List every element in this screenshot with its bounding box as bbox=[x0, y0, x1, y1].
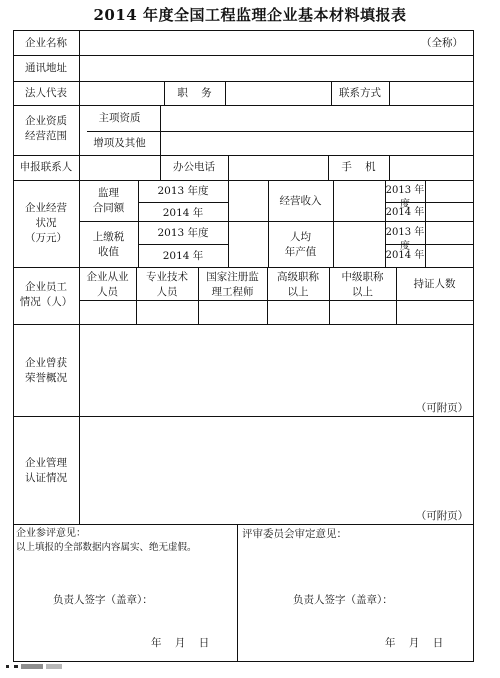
qualification-label: 企业资质 经营范围 bbox=[25, 115, 67, 142]
tax-2013-label: 2013 年度 bbox=[157, 227, 209, 239]
extra-qualification-field[interactable] bbox=[161, 132, 473, 155]
position-field[interactable] bbox=[226, 82, 331, 105]
per-capita-2013-label: 2013 年度 bbox=[385, 227, 425, 252]
per-capita-2013-field[interactable] bbox=[426, 222, 473, 244]
self-review-signature-area[interactable] bbox=[14, 555, 236, 630]
revenue-label: 经营收入 bbox=[279, 195, 322, 207]
scan-mark bbox=[6, 662, 66, 674]
tax-value-label: 上缴税 收值 bbox=[92, 231, 125, 258]
contract-2014-field[interactable] bbox=[229, 203, 268, 221]
tax-2014-label: 2014 年 bbox=[162, 250, 204, 262]
staff-header-mid-title: 中级职称 以上 bbox=[341, 271, 384, 298]
staff-header-registered-engineers: 国家注册监 理工程师 bbox=[206, 271, 259, 298]
self-review-title: 企业参评意见： bbox=[16, 528, 86, 539]
self-review-signature-label: 负责人签字（盖章）： bbox=[53, 594, 153, 606]
address-field[interactable] bbox=[80, 56, 473, 81]
office-phone-label: 办公电话 bbox=[173, 161, 215, 173]
contract-2013-field[interactable] bbox=[229, 181, 268, 202]
per-capita-2014-label: 2014 年 bbox=[385, 250, 425, 261]
legal-rep-label: 法人代表 bbox=[25, 87, 67, 99]
applicant-contact-field[interactable] bbox=[80, 156, 160, 180]
applicant-contact-label: 申报联系人 bbox=[19, 161, 73, 173]
form-title: 2014 年度全国工程监理企业基本材料填报表 bbox=[93, 6, 407, 24]
staff-label: 企业员工 情况（人） bbox=[19, 281, 73, 308]
registration-form-table bbox=[13, 30, 474, 662]
tax-2014-field[interactable] bbox=[229, 245, 268, 267]
staff-registered-field[interactable] bbox=[199, 301, 267, 324]
contract-amount-label: 监理 合同额 bbox=[92, 187, 125, 214]
staff-senior-field[interactable] bbox=[268, 301, 329, 324]
main-qualification-field[interactable] bbox=[161, 106, 473, 131]
honors-attach-note: （可附页） bbox=[415, 402, 469, 414]
certification-label: 企业管理 认证情况 bbox=[25, 457, 67, 484]
extra-qualification-label: 增项及其他 bbox=[93, 137, 146, 149]
revenue-2013-field[interactable] bbox=[426, 181, 473, 202]
contract-2013-label: 2013 年度 bbox=[157, 185, 209, 197]
company-name-note: （全称） bbox=[421, 37, 463, 49]
staff-technical-field[interactable] bbox=[137, 301, 198, 324]
operations-label: 企业经营 状况 （万元） bbox=[25, 202, 67, 244]
staff-header-certified: 持证人数 bbox=[413, 278, 456, 290]
contract-2014-label: 2014 年 bbox=[162, 207, 204, 219]
contact-field[interactable] bbox=[390, 82, 473, 105]
per-capita-2014-field[interactable] bbox=[426, 245, 473, 267]
office-phone-field[interactable] bbox=[229, 156, 328, 180]
legal-rep-field[interactable] bbox=[80, 82, 164, 105]
revenue-2014-field[interactable] bbox=[426, 203, 473, 221]
staff-certified-field[interactable] bbox=[397, 301, 473, 324]
revenue-2013-label: 2013 年度 bbox=[385, 185, 425, 210]
self-review-date: 年 月 日 bbox=[151, 637, 210, 649]
staff-header-senior-title: 高级职称 以上 bbox=[277, 271, 319, 298]
address-label: 通讯地址 bbox=[25, 62, 67, 74]
committee-review-signature-area[interactable] bbox=[239, 545, 472, 630]
per-capita-output-label: 人均 年产值 bbox=[284, 231, 317, 258]
committee-review-title: 评审委员会审定意见： bbox=[242, 528, 347, 540]
mobile-label: 手 机 bbox=[341, 161, 376, 173]
staff-header-technical: 专业技术 人员 bbox=[146, 271, 188, 298]
revenue-2014-label: 2014 年 bbox=[385, 207, 425, 218]
committee-review-date: 年 月 日 bbox=[385, 637, 444, 649]
mobile-field[interactable] bbox=[390, 156, 473, 180]
main-qualification-label: 主项资质 bbox=[98, 112, 141, 124]
honors-label: 企业曾获 荣誉概况 bbox=[25, 357, 67, 384]
committee-review-signature-label: 负责人签字（盖章）： bbox=[293, 594, 393, 606]
per-capita-grid[interactable] bbox=[334, 222, 385, 267]
tax-2013-field[interactable] bbox=[229, 222, 268, 244]
self-review-statement: 以上填报的全部数据内容属实、绝无虚假。 bbox=[16, 542, 197, 553]
staff-header-employees: 企业从业 人员 bbox=[86, 271, 129, 298]
company-name-label: 企业名称 bbox=[25, 37, 67, 49]
revenue-grid[interactable] bbox=[334, 181, 385, 221]
certification-field[interactable] bbox=[80, 417, 473, 524]
staff-employees-field[interactable] bbox=[80, 301, 136, 324]
contact-label: 联系方式 bbox=[339, 87, 381, 99]
position-label: 职 务 bbox=[177, 87, 212, 99]
certification-attach-note: （可附页） bbox=[415, 510, 469, 522]
staff-mid-field[interactable] bbox=[330, 301, 396, 324]
